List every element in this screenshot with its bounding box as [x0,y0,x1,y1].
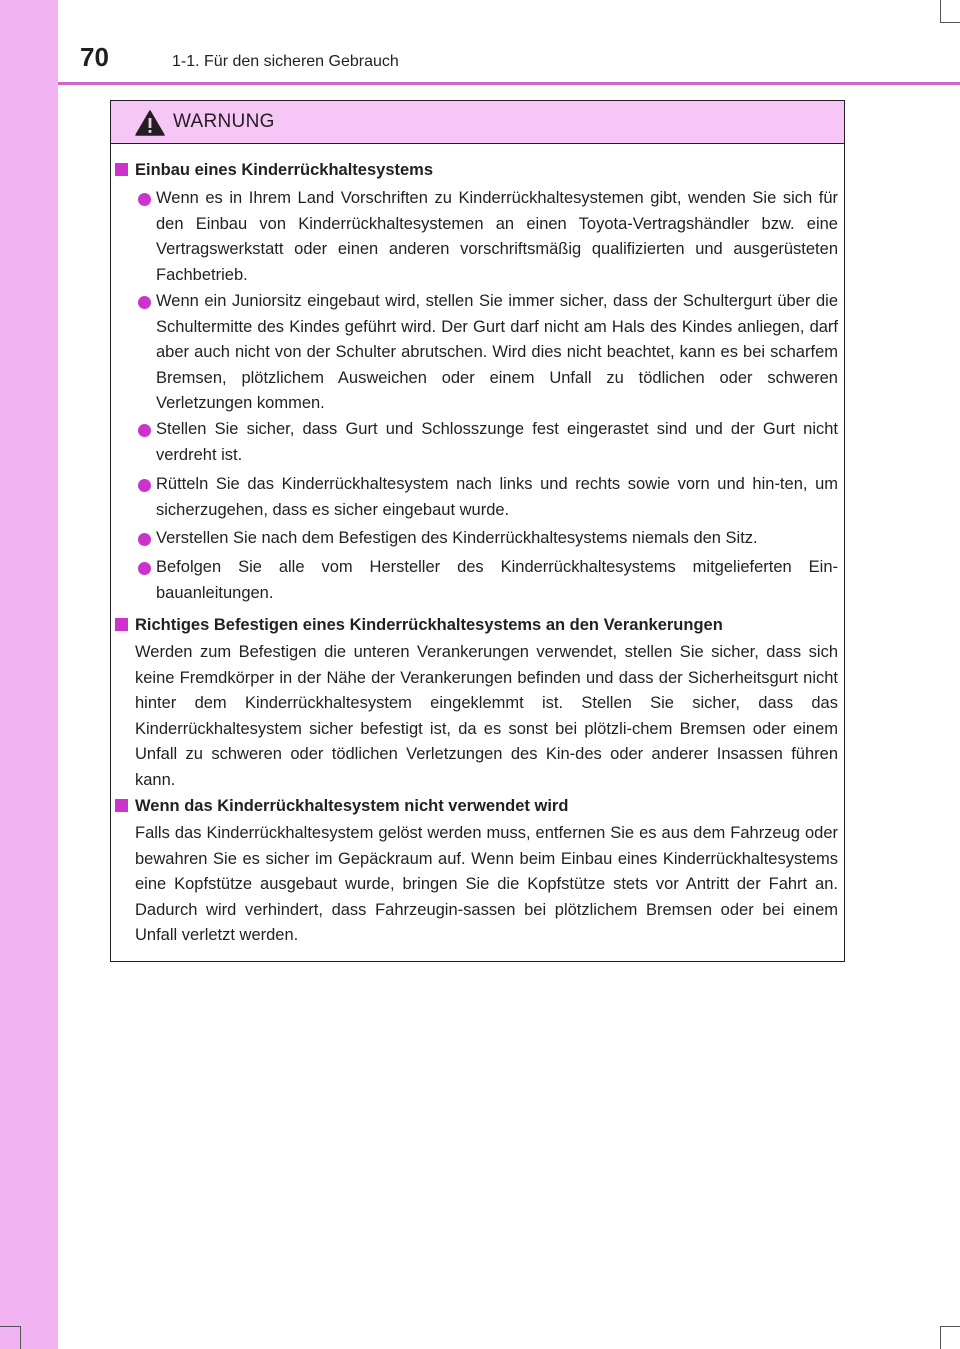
page-number: 70 [80,42,109,72]
round-bullet-icon [138,296,151,309]
square-bullet-icon [115,618,128,631]
warning-title: WARNUNG [173,111,275,132]
round-bullet-icon [138,479,151,492]
square-bullet-icon [115,163,128,176]
warning-triangle-icon [135,110,165,136]
list-item: Verstellen Sie nach dem Befestigen des Kinderrückhaltesystems niemals den Sitz. [156,529,758,547]
round-bullet-icon [138,562,151,575]
chapter-side-bar [0,0,58,1349]
warning-header [111,101,844,144]
list-item: Rütteln Sie das Kinderrückhaltesystem nach links und rechts sowie vorn und hin-ten, um sicherzugehen, dass es sicher eingebaut wurde. [156,475,838,519]
round-bullet-icon [138,533,151,546]
crop-mark [0,1326,20,1327]
header-rule [58,82,960,85]
list-item: Befolgen Sie alle vom Hersteller des Kinderrückhaltesystems mitgelieferten Ein-bauanleitungen. [156,558,838,602]
crop-mark [940,1326,941,1349]
square-bullet-icon [115,799,128,812]
section-text: Falls das Kinderrückhaltesystem gelöst werden muss, entfernen Sie es aus dem Fahrzeug oder bewahren Sie es sicher im Gepäckraum auf. Wenn beim Einbau eines Kinderrückhaltesystems eine Kopfstütze ausgebaut wurde, bringen Sie die Kopfstütze stets vor Antritt der Fahrt an. Dadurch wird verhindert, dass Fahrzeugin-sassen bei plötzlichem Bremsen oder bei einem Unfall verletzt werden. [135,824,838,944]
crop-mark [940,0,941,22]
list-item: Stellen Sie sicher, dass Gurt und Schlosszunge fest eingerastet sind und der Gurt nicht verdreht ist. [156,420,838,464]
round-bullet-icon [138,424,151,437]
round-bullet-icon [138,193,151,206]
crop-mark [940,1326,960,1327]
warning-box: WARNUNG Einbau eines Kinderrückhaltesystems Wenn es in Ihrem Land Vorschriften zu Kinderrückhaltesystemen gibt, wenden Sie sich für den Einbau von Kinderrückhaltesystemen an einen Toyota-Vertragshändler bzw. eine Vertragswerkstatt oder einen anderen vorschriftsmäßig qualifizierten und ausgerüsteten Fachbetrieb. Wenn ein Juniorsitz eingebaut wird, stellen Sie immer sicher, dass der Schultergurt über die Schultermitte des Kindes geführt wird. Der Gurt darf nicht am Hals des Kindes anliegen, darf aber auch nicht von der Schulter abrutschen. Wird dies nicht beachtet, kann es bei scharfem Bremsen, plötzlichem Ausweichen oder einem Unfall zu tödlichen oder schweren Verletzungen kommen. Stellen Sie sicher, dass Gurt und Schlosszunge fest eingerastet sind und der Gurt nicht verdreht ist. Rütteln Sie das Kinderrückhaltesystem nach links und rechts sowie vorn und hin-ten, um sicherzugehen, dass es sicher eingebaut wurde. Verstellen Sie nach dem Befestigen des Kinderrückhaltesystems niemals den Sitz. Befolgen Sie alle vom Hersteller des Kinderrückhaltesystems mitgelieferten Ein-bauanleitungen. Richtiges Befestigen eines Kinderrückhaltesystems an den Verankerungen Werden zum Befestigen die unteren Verankerungen verwendet, stellen Sie sicher, dass sich keine Fremdkörper in der Nähe der Verankerungen befinden und dass der Sicherheitsgurt nicht hinter dem Kinderrückhaltesystem eingeklemmt ist. Stellen Sie sicher, dass das Kinderrückhaltesystem sicher befestigt ist, da es sonst bei plötzli-chem Bremsen oder einem Unfall zu schweren oder tödlichen Verletzungen des Kin-des oder anderer Insassen führen kann. Wenn das Kinderrückhaltesystem nicht verwendet wird Falls das Kinderrückhaltesystem gelöst werden muss, entfernen Sie es aus dem Fahrzeug oder bewahren Sie es sicher im Gepäckraum auf. Wenn beim Einbau eines Kinderrückhaltesystems eine Kopfstütze ausgebaut wurde, bringen Sie die Kopfstütze stets vor Antritt der Fahrt an. Dadurch wird verhindert, dass Fahrzeugin-sassen bei plötzlichem Bremsen oder bei einem Unfall verletzt werden. [110,100,845,962]
section-text: Werden zum Befestigen die unteren Verankerungen verwendet, stellen Sie sicher, dass sich keine Fremdkörper in der Nähe der Verankerungen befinden und dass der Sicherheitsgurt nicht hinter dem Kinderrückhaltesystem eingeklemmt ist. Stellen Sie sicher, dass das Kinderrückhaltesystem sicher befestigt ist, da es sonst bei plötzli-chem Bremsen oder einem Unfall zu schweren oder tödlichen Verletzungen des Kin-des oder anderer Insassen führen kann. [135,643,838,789]
running-head: 1-1. Für den sicheren Gebrauch [172,53,399,70]
list-item: Wenn es in Ihrem Land Vorschriften zu Kinderrückhaltesystemen gibt, wenden Sie sich für den Einbau von Kinderrückhaltesystemen an einen Toyota-Vertragshändler bzw. eine Vertragswerkstatt oder einen anderen vorschriftsmäßig qualifizierten und ausgerüsteten Fachbetrieb. [156,189,838,284]
list-item: Wenn ein Juniorsitz eingebaut wird, stellen Sie immer sicher, dass der Schultergurt über die Schultermitte des Kindes geführt wird. Der Gurt darf nicht am Hals des Kindes anliegen, darf aber auch nicht von der Schulter abrutschen. Wird dies nicht beachtet, kann es bei scharfem Bremsen, plötzlichem Ausweichen oder einem Unfall zu tödlichen oder schweren Verletzungen kommen. [156,292,838,412]
crop-mark [20,1326,21,1349]
crop-mark [940,22,960,23]
